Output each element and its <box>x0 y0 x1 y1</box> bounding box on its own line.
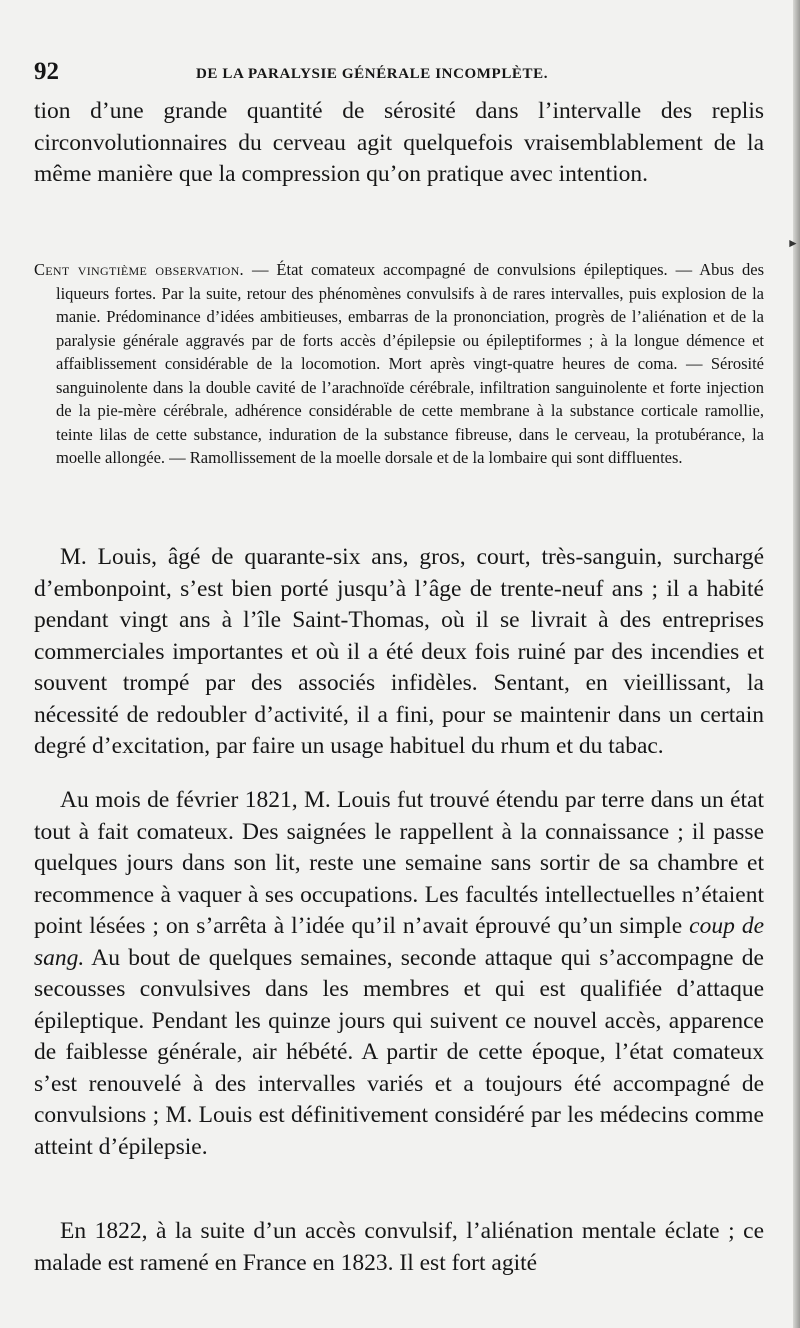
paragraph-text-part-2: Au bout de quelques semaines, seconde attaque qui s’accompagne de secousses convulsives dans les membres et qui est qualifiée d’attaque épileptique. Pendant les quinze jours qui suivent ce nouvel accès, apparence de faiblesse générale, air hébété. A partir de cette époque, l’état comateux s’est renouvelé à des intervalles variés et a toujours été accompagné de convulsions ; M. Louis est définitivement considéré par les médecins comme atteint d’épilepsie. <box>34 944 764 1160</box>
margin-arrow-icon: ► <box>787 236 799 250</box>
paragraph-first-attack <box>34 785 764 1163</box>
paragraph-continuation: tion d’une grande quantité de sérosité dans l’intervalle des replis circonvolutionnaires du cerveau agit quelquefois vraisemblablement de la même manière que la compression qu’on pratique avec intention. <box>34 98 764 187</box>
page-header <box>34 58 754 92</box>
paragraph-text-part-1: Au mois de février 1821, M. Louis fut trouvé étendu par terre dans un état tout à fait comateux. Des saignées le rappellent à la connaissance ; il passe quelques jours dans son lit, reste une semaine sans sortir de sa chambre et recommence à vaquer à ses occupations. Les facultés intellectuelles n’étaient point lésées ; on s’arrêta à l’idée qu’il n’avait éprouvé qu’un simple <box>34 787 764 939</box>
paragraph-mental-alienation: En 1822, à la suite d’un accès convulsif, l’aliénation mentale éclate ; ce malade est ramené en France en 1823. Il est fort agité <box>34 1218 764 1276</box>
paragraph-patient-history: M. Louis, âgé de quarante-six ans, gros, court, très-sanguin, surchargé d’embonpoint, s’est bien porté jusqu’à l’âge de trente-neuf ans ; il a habité pendant vingt ans à l’île Saint-Thomas, où il se livrait à des entreprises commerciales importantes et où il a été deux fois ruiné par des incendies et souvent trompé par des associés infidèles. Sentant, en vieillissant, la nécessité de redoubler d’activité, il a fini, pour se maintenir dans un certain degré d’excitation, par faire un usage habituel du rhum et du tabac. <box>34 544 764 759</box>
observation-summary <box>34 258 764 470</box>
observation-text: — État comateux accompagné de convulsions épileptiques. — Abus des liqueurs fortes. Par la suite, retour des phénomènes convulsifs à de rares intervalles, puis explosion de la manie. Prédominance d’idées ambitieuses, embarras de la prononciation, progrès de l’aliénation et de la paralysie générale aggravés par de forts accès d’épilepsie ou épileptiformes ; à la longue démence et affaiblissement considérable de la locomotion. Mort après vingt-quatre heures de coma. — Sérosité sanguinolente dans la double cavité de l’arachnoïde cérébrale, infiltration sanguinolente et forte injection de la pie-mère cérébrale, adhérence considérable de cette membrane à la substance corticale ramollie, teinte lilas de cette substance, induration de la substance fibreuse, dans le cerveau, la protubérance, la moelle allongée. — Ramollissement de la moelle dorsale et de la lombaire qui sont diffluentes. <box>56 260 765 467</box>
italic-phrase: coup de sang. <box>34 913 764 971</box>
observation-label: Cent vingtième observation. <box>34 260 244 279</box>
page-number: 92 <box>34 58 59 85</box>
running-title: DE LA PARALYSIE GÉNÉRALE INCOMPLÈTE. <box>196 66 549 82</box>
page-edge-shadow <box>793 0 800 1328</box>
